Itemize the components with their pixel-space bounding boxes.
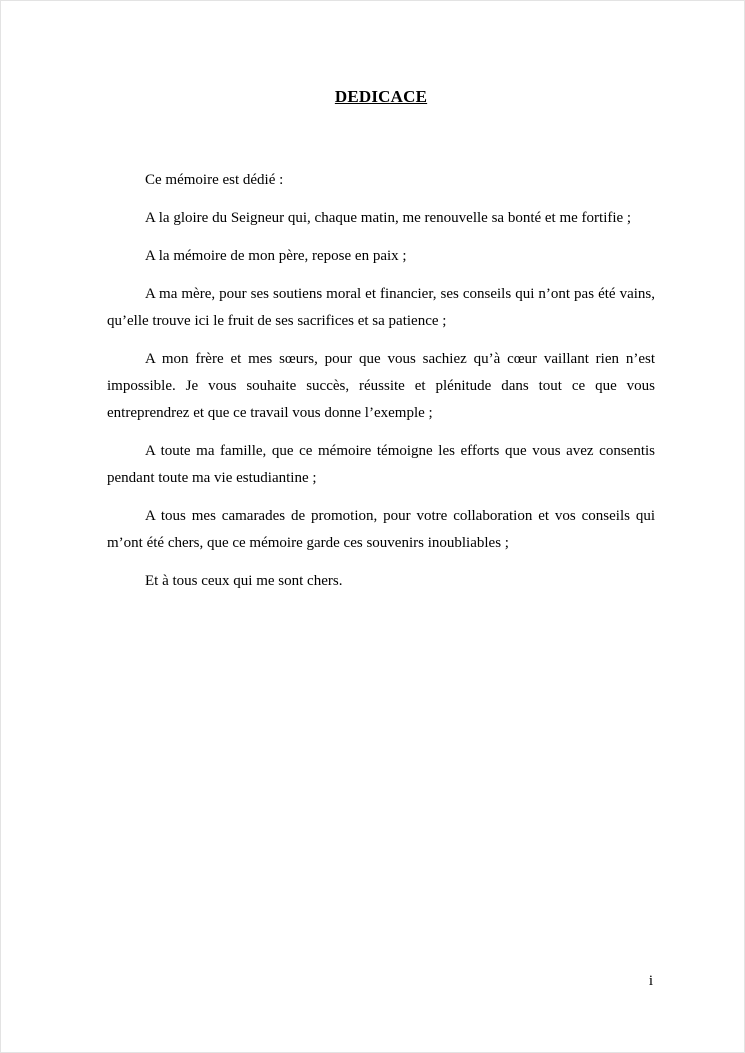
dedication-paragraph: A la gloire du Seigneur qui, chaque matin, me renouvelle sa bonté et me fortifie ; [145,210,632,226]
dedication-paragraph: A la mémoire de mon père, repose en paix ; [145,248,407,264]
page-title: DEDICACE [334,87,428,106]
dedication-paragraph: A mon frère et mes sœurs, pour que vous sachiez qu’à cœur vaillant rien n’est impossible. Je vous souhaite succès, réussite et plénitude dans tout ce que vous entreprendrez et que ce travail vous donne l’exemple ; [107,351,655,421]
page-content [107,87,655,606]
dedication-paragraph: A toute ma famille, que ce mémoire témoigne les efforts que vous avez consentis pendant toute ma vie estudiantine ; [107,443,655,486]
dedication-closing-paragraph: Et à tous ceux qui me sont chers. [145,573,343,589]
page-number: i [648,973,653,989]
dedication-paragraph: A tous mes camarades de promotion, pour votre collaboration et vos conseils qui m’ont été chers, que ce mémoire garde ces souvenirs inoubliables ; [107,508,655,551]
dedication-paragraph: A ma mère, pour ses soutiens moral et financier, ses conseils qui n’ont pas été vains, qu’elle trouve ici le fruit de ses sacrifices et sa patience ; [107,286,655,329]
dedication-intro-paragraph: Ce mémoire est dédié : [145,172,284,188]
